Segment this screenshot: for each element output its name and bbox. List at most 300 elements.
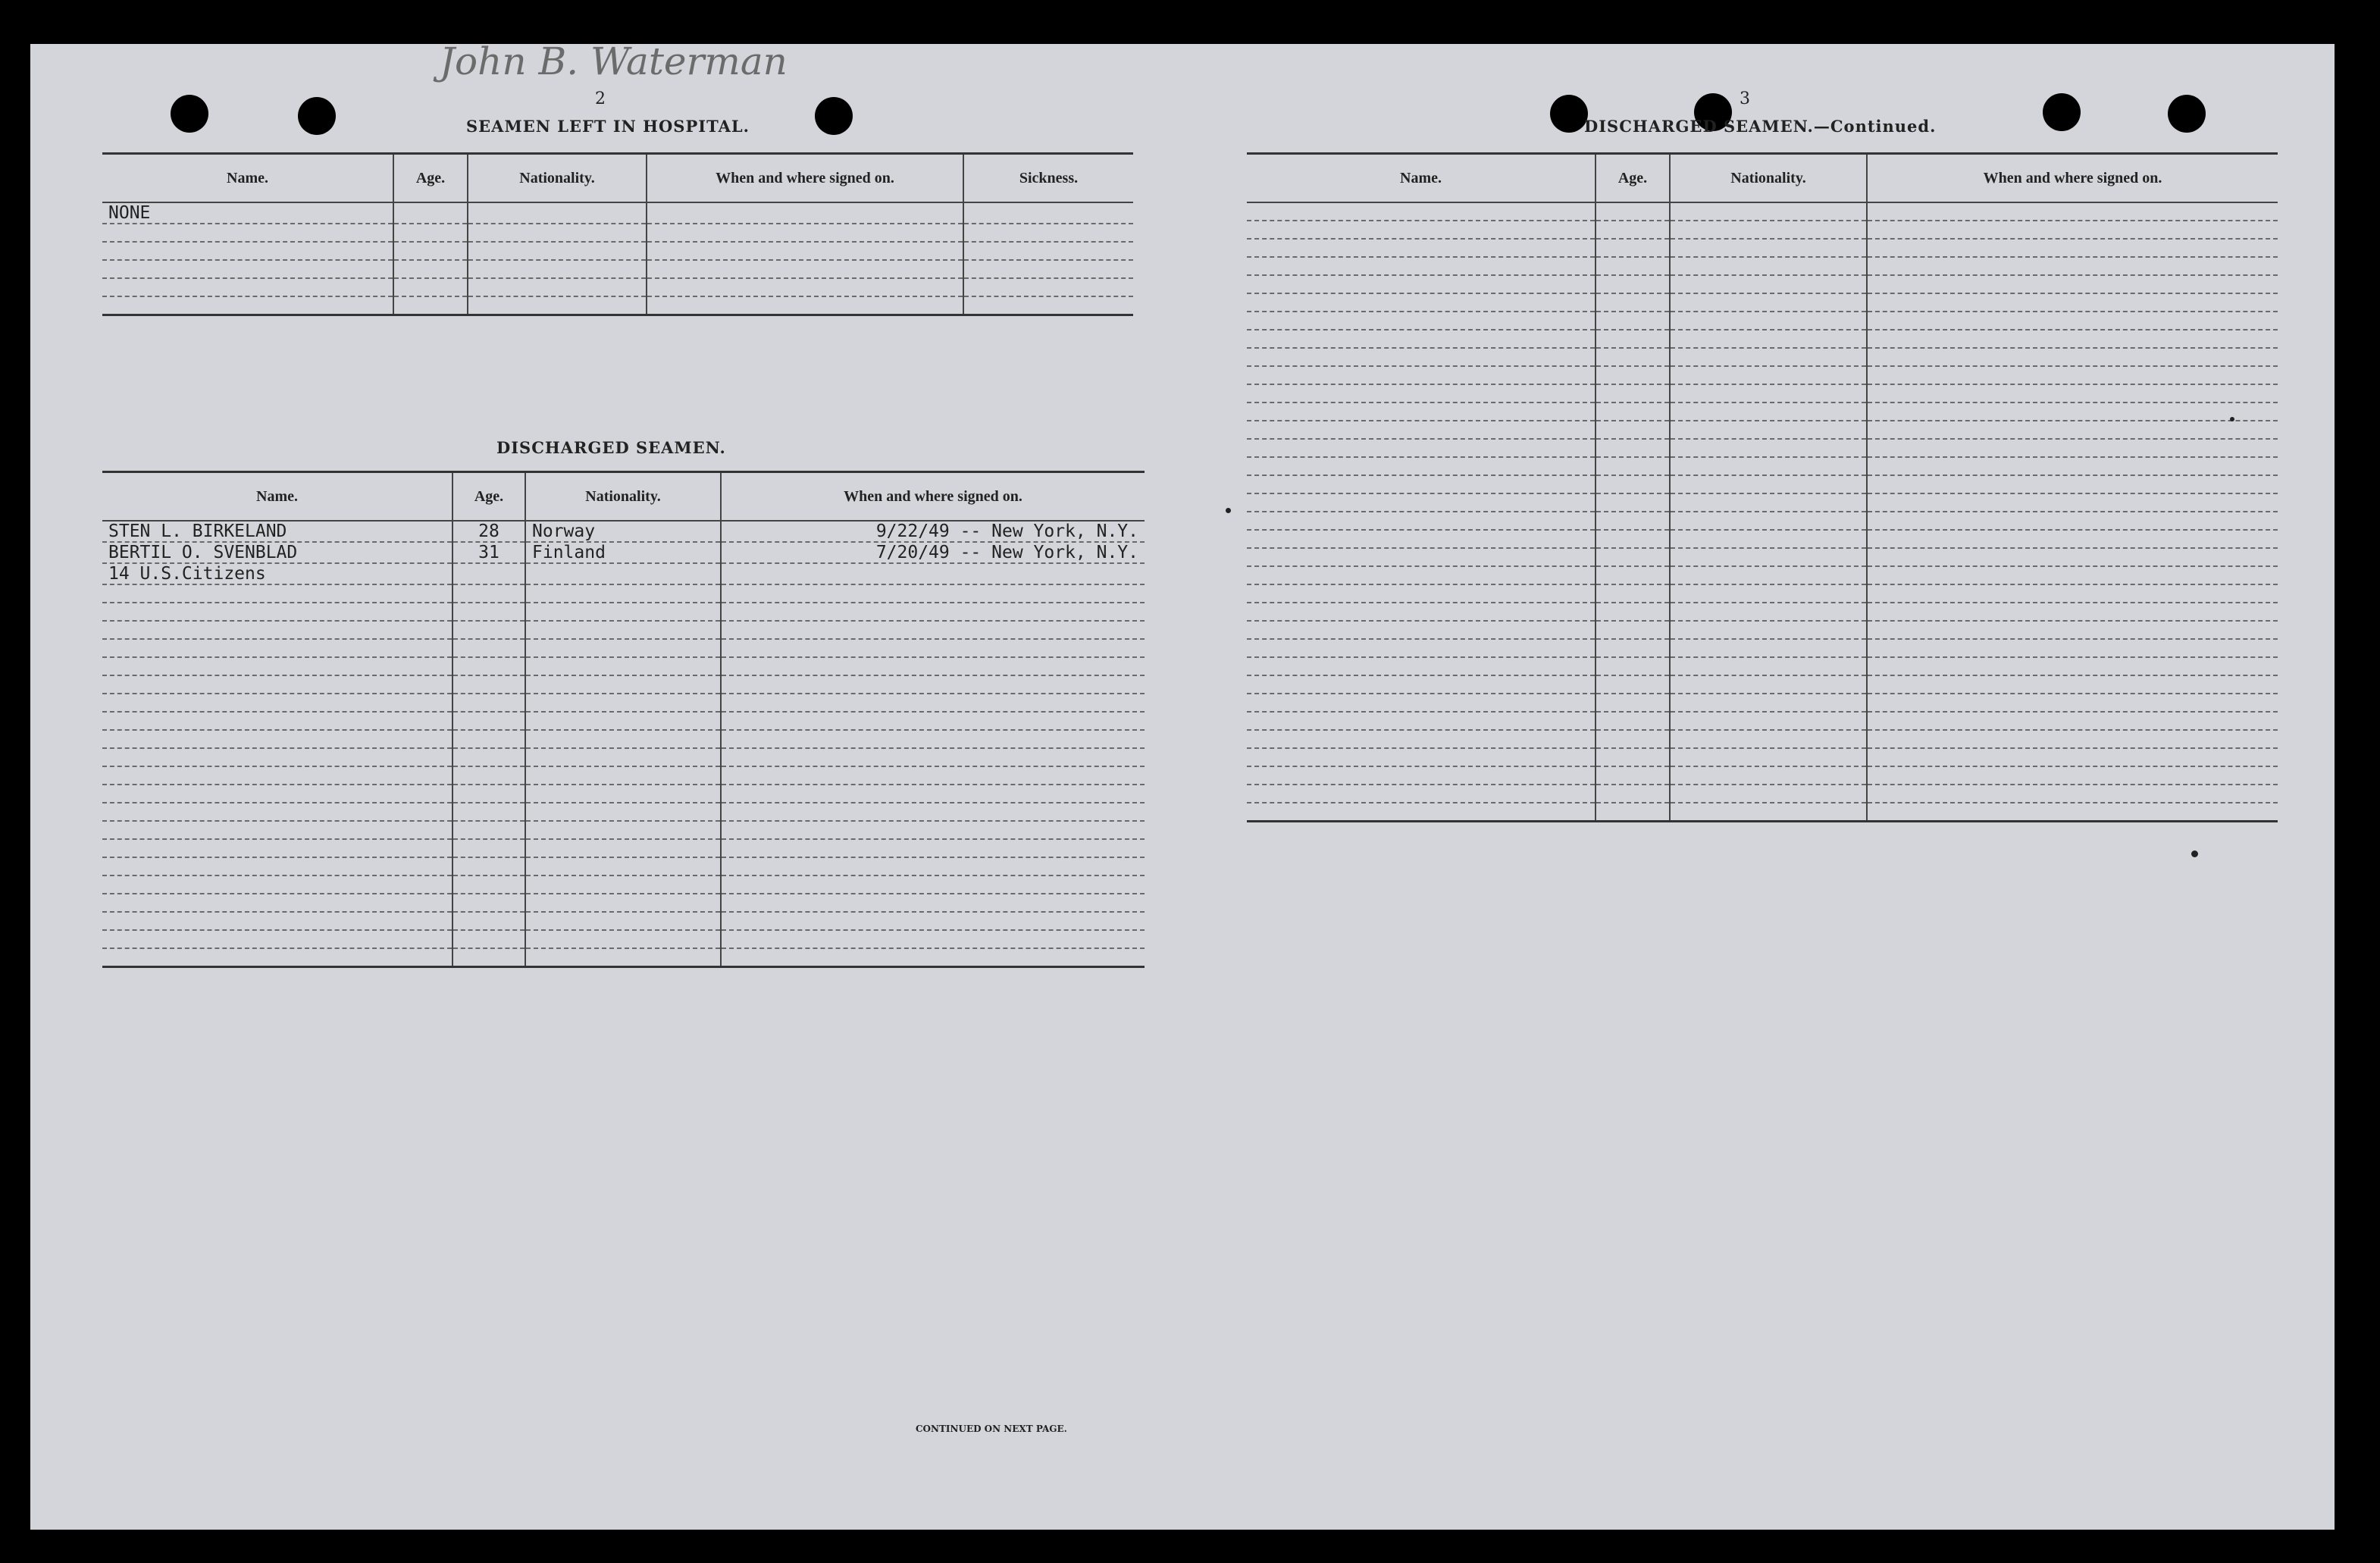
continued-table-body xyxy=(1247,202,2278,822)
table-cell xyxy=(453,603,525,621)
column-header: Name. xyxy=(102,472,453,522)
table-row xyxy=(102,657,1145,675)
table-cell xyxy=(102,730,453,748)
table-cell xyxy=(1247,530,1596,548)
table-cell xyxy=(102,803,453,821)
table-cell xyxy=(1247,221,1596,239)
table-cell xyxy=(1867,402,2278,421)
table-row xyxy=(102,948,1145,967)
table-cell xyxy=(1670,457,1867,475)
table-cell xyxy=(1867,202,2278,221)
table-cell xyxy=(453,839,525,857)
table-cell xyxy=(1867,239,2278,257)
table-row xyxy=(1247,675,2278,694)
table-cell xyxy=(525,694,721,712)
table-cell xyxy=(1670,766,1867,785)
table-cell xyxy=(1247,712,1596,730)
table-row xyxy=(102,894,1145,912)
table-row xyxy=(102,563,1145,584)
discharged-continued-table xyxy=(1247,152,2278,822)
table-cell xyxy=(963,260,1133,278)
table-cell: 28 xyxy=(453,521,525,542)
table-cell xyxy=(525,748,721,766)
table-row xyxy=(1247,512,2278,530)
table-cell xyxy=(1596,512,1670,530)
table-cell: NONE xyxy=(102,202,393,224)
column-header: Nationality. xyxy=(468,154,647,203)
table-cell xyxy=(1670,512,1867,530)
table-row xyxy=(1247,566,2278,584)
table-cell xyxy=(1670,275,1867,293)
table-cell xyxy=(1596,603,1670,621)
table-cell xyxy=(1596,293,1670,312)
table-cell xyxy=(102,785,453,803)
table-cell xyxy=(453,657,525,675)
table-cell xyxy=(1867,639,2278,657)
right-page xyxy=(1182,44,2335,1530)
table-cell xyxy=(1247,512,1596,530)
table-cell xyxy=(1247,639,1596,657)
table-cell xyxy=(1670,584,1867,603)
table-cell xyxy=(1596,366,1670,384)
table-cell xyxy=(525,785,721,803)
table-cell xyxy=(1670,730,1867,748)
table-cell xyxy=(647,224,963,242)
table-cell xyxy=(1247,239,1596,257)
table-cell xyxy=(1596,748,1670,766)
table-cell xyxy=(1596,657,1670,675)
table-cell xyxy=(393,260,468,278)
table-cell xyxy=(721,766,1145,785)
table-cell xyxy=(393,224,468,242)
table-cell xyxy=(1247,475,1596,493)
table-row xyxy=(102,542,1145,563)
table-row xyxy=(1247,457,2278,475)
table-cell xyxy=(721,894,1145,912)
table-cell xyxy=(525,912,721,930)
table-cell xyxy=(1596,548,1670,566)
table-cell xyxy=(102,857,453,875)
table-cell xyxy=(453,621,525,639)
table-cell xyxy=(453,712,525,730)
table-cell xyxy=(1670,493,1867,512)
table-cell xyxy=(963,242,1133,260)
discharged-section-title: DISCHARGED SEAMEN. xyxy=(496,438,726,457)
left-page xyxy=(30,39,1167,1530)
hospital-table xyxy=(102,152,1133,316)
table-row xyxy=(1247,639,2278,657)
discharged-continued-title: DISCHARGED SEAMEN.—Continued. xyxy=(1584,117,1937,136)
column-header: Name. xyxy=(102,154,393,203)
table-cell xyxy=(102,584,453,603)
table-cell xyxy=(1596,348,1670,366)
table-cell xyxy=(1670,239,1867,257)
table-row xyxy=(1247,202,2278,221)
table-cell xyxy=(1670,475,1867,493)
table-cell xyxy=(1867,712,2278,730)
table-cell xyxy=(1867,657,2278,675)
table-cell xyxy=(1247,348,1596,366)
table-cell xyxy=(721,563,1145,584)
table-cell xyxy=(1247,402,1596,421)
table-row xyxy=(102,603,1145,621)
table-cell: 9/22/49 -- New York, N.Y. xyxy=(721,521,1145,542)
document-paper xyxy=(30,39,2335,1530)
table-cell xyxy=(102,748,453,766)
table-row xyxy=(1247,603,2278,621)
table-cell xyxy=(1867,475,2278,493)
table-row xyxy=(102,857,1145,875)
table-row xyxy=(1247,730,2278,748)
discharged-table-header xyxy=(102,472,1145,522)
table-cell xyxy=(102,603,453,621)
table-cell xyxy=(721,912,1145,930)
table-cell xyxy=(468,242,647,260)
punch-hole xyxy=(171,95,208,133)
table-cell xyxy=(1247,657,1596,675)
table-cell xyxy=(453,948,525,967)
table-cell xyxy=(1867,785,2278,803)
page-number: 3 xyxy=(1740,89,1750,108)
table-cell xyxy=(1867,621,2278,639)
table-cell xyxy=(721,675,1145,694)
table-row xyxy=(102,521,1145,542)
table-row xyxy=(102,639,1145,657)
table-cell xyxy=(963,202,1133,224)
table-cell xyxy=(721,584,1145,603)
table-cell xyxy=(102,821,453,839)
table-cell xyxy=(525,603,721,621)
table-row xyxy=(1247,766,2278,785)
table-cell: 31 xyxy=(453,542,525,563)
table-cell xyxy=(102,894,453,912)
table-row xyxy=(1247,421,2278,439)
table-cell xyxy=(1596,584,1670,603)
column-header: When and where signed on. xyxy=(1867,154,2278,203)
punch-hole xyxy=(2168,95,2206,133)
table-cell xyxy=(1670,439,1867,457)
table-cell xyxy=(1247,694,1596,712)
table-cell xyxy=(1867,312,2278,330)
table-cell xyxy=(1247,202,1596,221)
punch-hole xyxy=(1550,95,1588,133)
table-row xyxy=(102,930,1145,948)
punch-hole xyxy=(298,97,336,135)
table-cell xyxy=(1867,548,2278,566)
table-cell xyxy=(721,748,1145,766)
table-cell xyxy=(647,202,963,224)
table-cell xyxy=(1867,675,2278,694)
table-row xyxy=(1247,475,2278,493)
table-cell xyxy=(453,748,525,766)
continued-footer: CONTINUED ON NEXT PAGE. xyxy=(916,1424,1067,1434)
table-cell xyxy=(1596,694,1670,712)
table-cell xyxy=(721,875,1145,894)
table-row xyxy=(1247,712,2278,730)
column-header: Name. xyxy=(1247,154,1596,203)
table-cell xyxy=(721,621,1145,639)
table-cell xyxy=(453,857,525,875)
table-cell xyxy=(721,803,1145,821)
table-row xyxy=(1247,530,2278,548)
table-row xyxy=(1247,621,2278,639)
table-row xyxy=(1247,402,2278,421)
table-cell xyxy=(1247,439,1596,457)
table-cell xyxy=(102,766,453,785)
table-cell xyxy=(1596,384,1670,402)
table-cell xyxy=(1596,421,1670,439)
table-cell xyxy=(1867,803,2278,822)
table-cell xyxy=(525,675,721,694)
table-row xyxy=(1247,275,2278,293)
table-cell xyxy=(721,839,1145,857)
table-cell xyxy=(1670,348,1867,366)
table-cell xyxy=(1247,366,1596,384)
table-cell xyxy=(453,584,525,603)
table-cell xyxy=(453,694,525,712)
table-cell xyxy=(1670,621,1867,639)
table-row xyxy=(102,785,1145,803)
punch-hole xyxy=(2043,93,2081,131)
table-cell xyxy=(1670,293,1867,312)
table-cell: 14 U.S.Citizens xyxy=(102,563,453,584)
table-cell xyxy=(1247,766,1596,785)
table-row xyxy=(102,875,1145,894)
table-cell xyxy=(525,584,721,603)
table-cell xyxy=(1867,694,2278,712)
table-row xyxy=(102,712,1145,730)
table-row xyxy=(102,694,1145,712)
table-cell xyxy=(1670,566,1867,584)
table-cell: Finland xyxy=(525,542,721,563)
table-row xyxy=(1247,548,2278,566)
table-cell xyxy=(1247,748,1596,766)
column-header: When and where signed on. xyxy=(721,472,1145,522)
table-cell xyxy=(393,278,468,296)
table-cell xyxy=(102,930,453,948)
table-cell xyxy=(1867,293,2278,312)
table-cell xyxy=(721,603,1145,621)
table-cell xyxy=(1867,603,2278,621)
table-row xyxy=(102,296,1133,315)
table-cell xyxy=(1670,257,1867,275)
table-cell xyxy=(1670,221,1867,239)
table-row xyxy=(1247,694,2278,712)
table-cell xyxy=(453,912,525,930)
table-cell xyxy=(102,712,453,730)
table-cell xyxy=(453,730,525,748)
table-cell xyxy=(102,260,393,278)
column-header: Sickness. xyxy=(963,154,1133,203)
table-cell xyxy=(721,785,1145,803)
handwritten-signature: John B. Waterman xyxy=(440,39,788,83)
table-cell xyxy=(1596,785,1670,803)
table-cell xyxy=(1247,493,1596,512)
table-cell xyxy=(1670,402,1867,421)
table-cell xyxy=(1247,584,1596,603)
discharged-table-body xyxy=(102,521,1145,967)
table-cell xyxy=(1247,384,1596,402)
table-cell xyxy=(102,296,393,315)
table-row xyxy=(102,766,1145,785)
ink-speck xyxy=(2191,850,2198,857)
table-cell xyxy=(1596,621,1670,639)
table-cell xyxy=(453,766,525,785)
table-cell xyxy=(1247,330,1596,348)
table-cell xyxy=(963,224,1133,242)
table-cell xyxy=(647,260,963,278)
table-cell xyxy=(1596,639,1670,657)
column-header: Nationality. xyxy=(1670,154,1867,203)
table-cell xyxy=(1670,785,1867,803)
table-cell xyxy=(453,639,525,657)
table-cell xyxy=(1596,239,1670,257)
table-row xyxy=(1247,657,2278,675)
table-cell xyxy=(1867,330,2278,348)
table-cell xyxy=(453,563,525,584)
table-cell xyxy=(1247,548,1596,566)
table-cell xyxy=(721,930,1145,948)
table-cell xyxy=(721,821,1145,839)
table-row xyxy=(102,621,1145,639)
table-cell xyxy=(393,242,468,260)
table-cell xyxy=(453,875,525,894)
table-cell xyxy=(647,242,963,260)
table-cell xyxy=(1247,421,1596,439)
table-cell xyxy=(393,296,468,315)
table-cell xyxy=(1596,493,1670,512)
table-cell xyxy=(1670,675,1867,694)
table-row xyxy=(1247,221,2278,239)
table-row xyxy=(1247,493,2278,512)
table-cell xyxy=(1247,312,1596,330)
table-cell xyxy=(721,730,1145,748)
table-cell xyxy=(525,803,721,821)
table-cell xyxy=(963,296,1133,315)
table-cell xyxy=(468,202,647,224)
table-cell xyxy=(102,621,453,639)
table-cell xyxy=(1596,312,1670,330)
punch-hole xyxy=(815,97,853,135)
table-cell xyxy=(1596,275,1670,293)
table-cell: Norway xyxy=(525,521,721,542)
table-cell xyxy=(102,948,453,967)
table-cell xyxy=(963,278,1133,296)
table-cell xyxy=(721,694,1145,712)
table-cell xyxy=(1247,457,1596,475)
table-cell xyxy=(1247,566,1596,584)
table-cell xyxy=(525,563,721,584)
hospital-table-body xyxy=(102,202,1133,315)
table-row xyxy=(1247,584,2278,603)
table-cell xyxy=(102,657,453,675)
table-cell xyxy=(1596,402,1670,421)
table-cell xyxy=(525,657,721,675)
page-number: 2 xyxy=(595,89,606,108)
table-cell xyxy=(1596,221,1670,239)
table-row xyxy=(102,242,1133,260)
table-cell xyxy=(1596,766,1670,785)
ink-speck xyxy=(1226,508,1231,513)
discharged-table xyxy=(102,471,1145,968)
table-cell xyxy=(102,639,453,657)
table-cell xyxy=(1670,803,1867,822)
table-cell xyxy=(647,278,963,296)
hospital-table-header xyxy=(102,154,1133,203)
table-row xyxy=(102,803,1145,821)
table-row xyxy=(102,202,1133,224)
table-cell xyxy=(1596,730,1670,748)
table-cell xyxy=(1247,785,1596,803)
table-cell xyxy=(1670,712,1867,730)
table-row xyxy=(1247,384,2278,402)
table-row xyxy=(102,260,1133,278)
table-cell xyxy=(1670,530,1867,548)
table-cell xyxy=(1867,257,2278,275)
table-row xyxy=(1247,803,2278,822)
table-cell xyxy=(453,803,525,821)
table-row xyxy=(102,278,1133,296)
table-cell xyxy=(525,839,721,857)
table-cell xyxy=(721,857,1145,875)
table-cell xyxy=(1867,512,2278,530)
table-row xyxy=(102,748,1145,766)
table-row xyxy=(102,675,1145,694)
column-header: Age. xyxy=(453,472,525,522)
table-cell xyxy=(1867,748,2278,766)
table-cell xyxy=(102,839,453,857)
table-cell xyxy=(525,948,721,967)
table-cell xyxy=(1670,548,1867,566)
continued-table-header xyxy=(1247,154,2278,203)
table-cell xyxy=(468,278,647,296)
table-row xyxy=(102,912,1145,930)
column-header: Age. xyxy=(393,154,468,203)
table-cell xyxy=(1670,694,1867,712)
table-cell xyxy=(1867,421,2278,439)
table-row xyxy=(1247,330,2278,348)
table-cell xyxy=(1670,603,1867,621)
table-cell xyxy=(1867,439,2278,457)
table-row xyxy=(102,584,1145,603)
table-cell xyxy=(1670,330,1867,348)
table-cell xyxy=(1867,584,2278,603)
table-cell xyxy=(1596,530,1670,548)
table-cell xyxy=(1867,530,2278,548)
table-cell xyxy=(1867,384,2278,402)
table-cell xyxy=(102,912,453,930)
table-cell xyxy=(525,730,721,748)
table-cell xyxy=(525,712,721,730)
table-cell xyxy=(1670,748,1867,766)
table-cell xyxy=(647,296,963,315)
table-cell xyxy=(102,224,393,242)
table-row xyxy=(102,821,1145,839)
table-row xyxy=(1247,348,2278,366)
table-cell xyxy=(1867,493,2278,512)
table-cell xyxy=(1670,312,1867,330)
table-cell xyxy=(721,657,1145,675)
table-row xyxy=(1247,239,2278,257)
column-header: When and where signed on. xyxy=(647,154,963,203)
table-cell xyxy=(1670,366,1867,384)
table-cell xyxy=(468,296,647,315)
table-cell xyxy=(1247,603,1596,621)
table-cell: STEN L. BIRKELAND xyxy=(102,521,453,542)
table-cell xyxy=(1867,348,2278,366)
table-cell xyxy=(453,930,525,948)
table-cell xyxy=(393,202,468,224)
